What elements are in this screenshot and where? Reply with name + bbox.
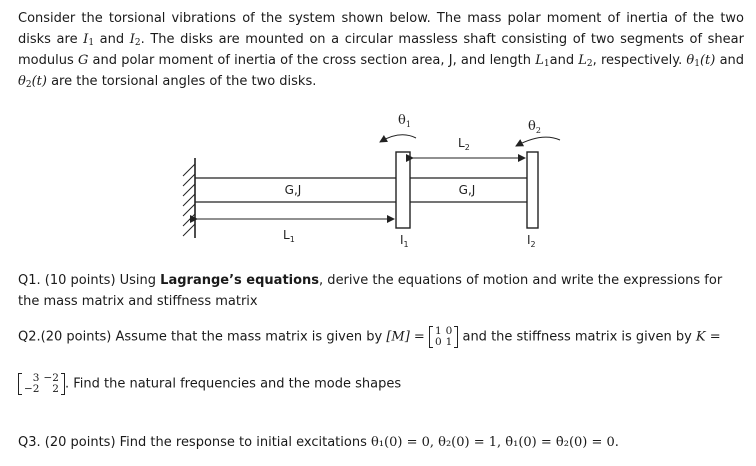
rotation-arrow-theta2 <box>516 137 560 146</box>
rotation-arrow-theta1 <box>380 135 416 142</box>
disk-1 <box>396 152 410 228</box>
q1-text: Q1. (10 points) Using <box>18 273 161 288</box>
var-L1-sub: 1 <box>543 59 550 69</box>
disk-1-label: $I_1$ <box>400 233 409 249</box>
var-L2-sub: 2 <box>586 59 593 69</box>
var-theta2-sub: 2 <box>25 80 32 90</box>
var-theta1-sub: 1 <box>694 59 700 69</box>
var-theta1: θ <box>686 53 695 68</box>
disk-2 <box>527 152 538 228</box>
question-3 <box>18 432 738 453</box>
matrix-cell: −2 <box>43 372 59 384</box>
torsional-system-diagram <box>170 108 590 256</box>
shaft-1-properties-label: G,J <box>284 183 302 197</box>
length-L2-label: $L_2$ <box>458 136 470 152</box>
matrix-cell: 2 <box>52 383 59 395</box>
intro-text: and polar moment of inertia of the cross section area, J, and length <box>88 53 536 68</box>
var-I2: I <box>129 32 135 47</box>
question-1 <box>18 270 738 312</box>
var-theta1-arg: (t) <box>699 53 716 68</box>
q1-bold-term: Lagrange’s equations <box>160 273 320 288</box>
initial-conditions: θ₁(0) = 0, θ₂(0) = 1, θ̇₁(0) = θ̇₂(0) = 0. <box>371 435 619 450</box>
problem-intro <box>18 8 744 92</box>
intro-text: and <box>549 53 579 68</box>
fixed-wall <box>183 158 195 238</box>
question-2 <box>18 326 738 348</box>
question-2-continued <box>18 373 738 395</box>
stiffness-matrix <box>18 373 65 395</box>
matrix-cell: 0 <box>434 336 442 348</box>
equals-sign: = <box>705 329 721 345</box>
q2-text: and the stiffness matrix is given by <box>458 329 696 345</box>
var-theta2: θ <box>18 74 26 89</box>
mass-matrix <box>429 326 458 348</box>
theta1-label: $\theta_1$ <box>398 113 411 129</box>
matrix-cell: 1 <box>445 336 453 348</box>
q2-text: Q2.(20 points) Assume that the mass matrix is given by <box>18 329 387 345</box>
intro-text: and <box>715 53 745 68</box>
q2-text: . Find the natural frequencies and the mode shapes <box>64 376 402 392</box>
q3-text: Q3. (20 points) Find the response to initial excitations <box>18 435 371 450</box>
stiffness-matrix-symbol: K <box>695 329 706 345</box>
intro-text: and <box>94 32 130 47</box>
equals-sign: = <box>409 329 429 345</box>
var-I1: I <box>83 32 89 47</box>
theta2-label: $\theta_2$ <box>528 119 541 135</box>
intro-text: are the torsional angles of the two disks. <box>46 74 317 89</box>
mass-matrix-symbol: [M] <box>386 329 410 345</box>
var-I2-sub: 2 <box>134 38 141 48</box>
var-L1: L <box>535 53 544 68</box>
var-G: G <box>77 53 89 68</box>
var-theta2-arg: (t) <box>31 74 47 89</box>
q1-text: , derive the equations of motion and write the expressions for the mass matrix and stiffness matrix <box>18 273 723 309</box>
disk-2-label: $I_2$ <box>527 233 536 249</box>
matrix-cell: 3 <box>32 372 40 384</box>
var-L2: L <box>578 53 587 68</box>
intro-text: . The disks are mounted on a circular massless shaft consisting of two segments of shear modulus <box>18 32 744 68</box>
length-L1-label: $L_1$ <box>283 228 295 244</box>
matrix-cell: 0 <box>445 325 453 337</box>
shaft-2-properties-label: G,J <box>458 183 476 197</box>
var-I1-sub: 1 <box>88 38 95 48</box>
intro-text: , respectively. <box>592 53 687 68</box>
matrix-cell: 1 <box>434 325 442 337</box>
matrix-cell: −2 <box>24 383 40 395</box>
intro-text: Consider the torsional vibrations of the system shown below. The mass polar moment of inertia of the two disks are <box>18 11 744 47</box>
